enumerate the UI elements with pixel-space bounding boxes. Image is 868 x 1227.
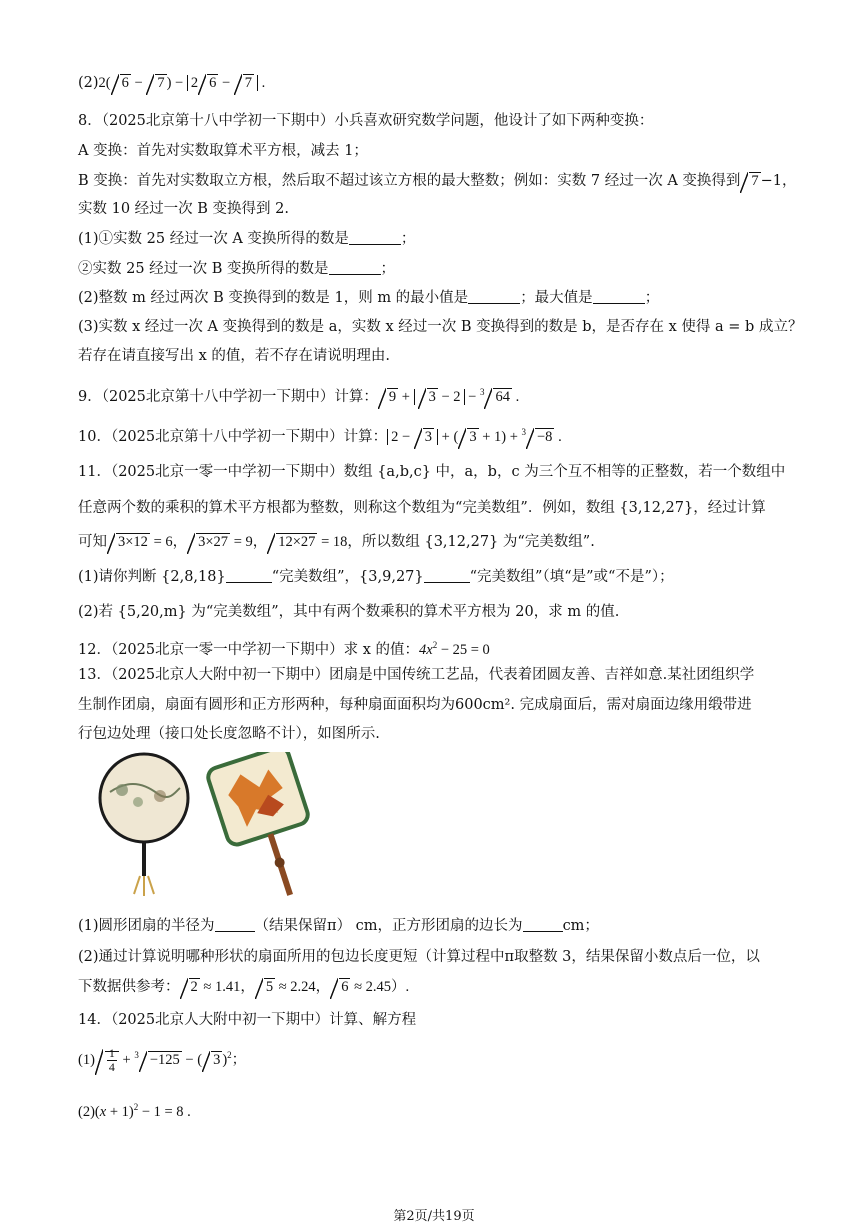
q11-part2: (2)若 {5,20,m} 为“完美数组”，其中有两个数乘积的算术平方根为 20，求 m 的值. bbox=[78, 604, 620, 620]
q13-part2-data: 下数据供参考： 2 ≈ 1.41， 5 ≈ 2.24， 6 ≈ 2.45）. bbox=[78, 976, 409, 998]
square-fan-image bbox=[206, 752, 330, 904]
answer-blank[interactable] bbox=[349, 230, 401, 245]
q8-part3-cont: 若存在请直接写出 x 的值，若不存在请说明理由. bbox=[78, 348, 391, 364]
round-fan-image bbox=[100, 754, 188, 896]
q10: 10．（2025北京第十八中学初一下期中）计算： 2 − 3 + ( 3 + 1) + $^3$ −8 . bbox=[78, 421, 562, 448]
q9: 9．（2025北京第十八中学初一下期中）计算： 9 + 3 − 2 − $^3$ 64 . bbox=[78, 381, 519, 408]
q11-line3: 可知 3×12 = 6， 3×27 = 9， 12×27 = 18，所以数组 {3,12,27} 为“完美数组”. bbox=[78, 531, 595, 553]
answer-blank[interactable] bbox=[593, 289, 645, 304]
q13-line2: 生制作团扇，扇面有圆形和正方形两种，每种扇面面积均为600cm². 完成扇面后，需对扇面边缘用缎带进 bbox=[78, 697, 752, 713]
q8-part1a: (1)①实数 25 经过一次 A 变换所得的数是 ； bbox=[78, 231, 416, 247]
q8-heading: 8．（2025北京第十八中学初一下期中）小兵喜欢研究数学问题，他设计了如下两种变换： bbox=[78, 113, 654, 129]
q13-part1: (1)圆形团扇的半径为 （结果保留π） cm，正方形团扇的边长为 cm； bbox=[78, 918, 599, 934]
answer-blank[interactable] bbox=[226, 568, 272, 583]
answer-blank[interactable] bbox=[215, 917, 255, 932]
q11-line1: 11．（2025北京一零一中学初一下期中）数组 {a,b,c} 中，a，b，c 为三个互不相等的正整数，若一个数组中 bbox=[78, 464, 786, 480]
answer-blank[interactable] bbox=[523, 917, 563, 932]
q8-rule-b: B 变换：首先对实数取立方根，然后取不超过该立方根的最大整数；例如：实数 7 经过一次 A 变换得到 7 −1， bbox=[78, 170, 797, 192]
q11-part1: (1)请你判断 {2,8,18} “完美数组”，{3,9,27} “完美数组”（填“是”或“不是”）； bbox=[78, 569, 674, 585]
q8-part3: (3)实数 x 经过一次 A 变换得到的数是 a，实数 x 经过一次 B 变换得到的数是 b，是否存在 x 使得 a = b 成立？ bbox=[78, 319, 803, 335]
answer-blank[interactable] bbox=[468, 289, 520, 304]
q14-part1: (1) $\frac{1}{4}$ + $^3$ −125 − ( 3 )$^2$； bbox=[78, 1046, 247, 1074]
page-footer: 第2页/共19页 bbox=[393, 1209, 475, 1224]
q12: 12．（2025北京一零一中学初一下期中）求 x 的值：$4x^2 - 25 = 0$ bbox=[78, 640, 490, 658]
q14-heading: 14．（2025北京人大附中初一下期中）计算、解方程 bbox=[78, 1012, 417, 1028]
answer-blank[interactable] bbox=[329, 260, 381, 275]
fan-figure bbox=[80, 752, 340, 904]
q13-line3: 行包边处理（接口处长度忽略不计），如图所示. bbox=[78, 726, 380, 742]
q8-part2: (2)整数 m 经过两次 B 变换得到的数是 1，则 m 的最小值是 ；最大值是 ； bbox=[78, 290, 660, 306]
q11-line2: 任意两个数的乘积的算术平方根都为整数，则称这个数组为“完美数组”．例如，数组 {3,12,27}，经过计算 bbox=[78, 500, 766, 516]
q13-part2: (2)通过计算说明哪种形状的扇面所用的包边长度更短（计算过程中π取整数 3，结果保留小数点后一位，以 bbox=[78, 949, 760, 965]
q13-line1: 13．（2025北京人大附中初一下期中）团扇是中国传统工艺品，代表着团圆友善、吉祥如意.某社团组织学 bbox=[78, 667, 755, 683]
q8-rule-b-example: 实数 10 经过一次 B 变换得到 2. bbox=[78, 201, 289, 217]
q8-part1b: ②实数 25 经过一次 B 变换所得的数是 ； bbox=[78, 261, 396, 277]
answer-blank[interactable] bbox=[424, 568, 470, 583]
q8-rule-a: A 变换：首先对实数取算术平方根，减去 1； bbox=[78, 143, 368, 159]
q7-part2: (2)2( 6 − 7 ) − 2 6 − 7 . bbox=[78, 72, 265, 94]
q14-part2: $(2)(x + 1)^2 - 1 = 8$ . bbox=[78, 1102, 191, 1120]
